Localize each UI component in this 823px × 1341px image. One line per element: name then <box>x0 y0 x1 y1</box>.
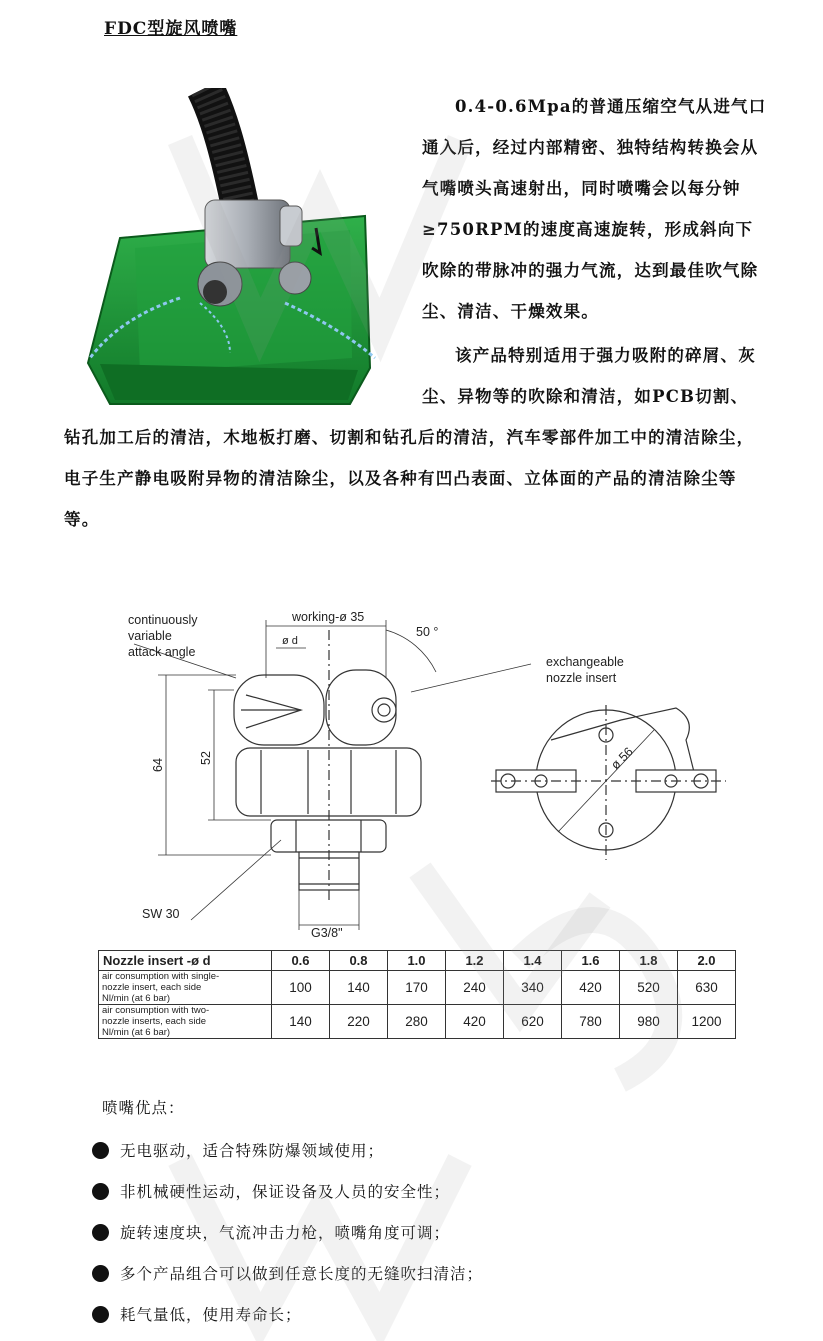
page-title: FDC型旋风喷嘴 <box>104 19 238 39</box>
list-item <box>92 1259 483 1300</box>
list-item-text: 旋转速度块，气流冲击力枪，喷嘴角度可调； <box>120 1224 451 1242</box>
table-size: 1.6 <box>562 951 620 971</box>
bullet-icon <box>92 1306 109 1323</box>
row-label-line: nozzle insert, each side <box>102 982 202 993</box>
intro-paragraph-1: 0.4-0.6Mpa的普通压缩空气从进气口通入后，经过内部精密、独特结构转换会从气嘴喷头高速射出，同时喷嘴会以每分钟≥750RPM的速度高速旋转，形成斜向下吹除的带脉冲的强力气流，达到最佳吹气除尘、清洁、干燥效果。 <box>422 97 767 321</box>
label-angle-50: 50 ° <box>416 625 439 639</box>
label-nozzle-dia: ø d <box>282 635 298 647</box>
label-angle-3: attack angle <box>128 645 196 659</box>
list-item-text: 耗气量低，使用寿命长； <box>120 1306 302 1324</box>
list-item <box>92 1300 483 1341</box>
list-item-text: 无电驱动，适合特殊防爆领域使用； <box>120 1142 385 1160</box>
table-cell: 170 <box>388 971 446 1005</box>
label-dia-56: ø 56 <box>608 744 636 773</box>
intro-paragraph-2-start: 该产品特别适用于强力吸附的碎屑、灰尘、异物等的吹除和清洁，如PCB切割、 <box>422 346 756 406</box>
row-label-line: air consumption with single- <box>102 971 220 982</box>
intro-paragraph-2-end: 钻孔加工后的清洁，木地板打磨、切割和钻孔后的清洁，汽车零部件加工中的清洁除尘，电子生产静电吸附异物的清洁除尘，以及各种有凹凸表面、立体面的产品的清洁除尘等等。 <box>64 428 755 529</box>
list-item-text: 非机械硬性运动，保证设备及人员的安全性； <box>120 1183 451 1201</box>
table-header-row <box>99 951 736 971</box>
label-working-dia: working-ø 35 <box>292 610 365 624</box>
table-cell: 980 <box>620 1005 678 1039</box>
bullet-icon <box>92 1142 109 1159</box>
label-sw30: SW 30 <box>142 907 180 921</box>
table-cell: 420 <box>446 1005 504 1039</box>
list-item <box>92 1218 483 1259</box>
advantages-title: 喷嘴优点： <box>102 1099 185 1117</box>
table-row <box>99 971 736 1005</box>
row-label-single <box>99 971 272 1005</box>
table-cell: 420 <box>562 971 620 1005</box>
table-row <box>99 1005 736 1039</box>
label-thread: G3/8" <box>311 926 343 940</box>
list-item-text: 多个产品组合可以做到任意长度的无缝吹扫清洁； <box>120 1265 484 1283</box>
table-cell: 340 <box>504 971 562 1005</box>
row-label-line: nozzle inserts, each side <box>102 1016 207 1027</box>
side-view <box>234 630 421 900</box>
table-header-label: Nozzle insert -ø d <box>99 951 272 971</box>
row-label-line: Nl/min (at 6 bar) <box>102 993 171 1004</box>
list-item <box>92 1177 483 1218</box>
label-height-64: 64 <box>151 758 165 772</box>
table-cell: 1200 <box>678 1005 736 1039</box>
top-view <box>491 705 726 860</box>
table-size: 1.2 <box>446 951 504 971</box>
table-cell: 220 <box>330 1005 388 1039</box>
bullet-icon <box>92 1265 109 1282</box>
table-size: 1.0 <box>388 951 446 971</box>
table-cell: 520 <box>620 971 678 1005</box>
technical-drawing <box>96 600 736 950</box>
table-cell: 620 <box>504 1005 562 1039</box>
row-label-line: Nl/min (at 6 bar) <box>102 1027 171 1038</box>
advantages-list <box>92 1136 483 1341</box>
table-size: 2.0 <box>678 951 736 971</box>
table-cell: 140 <box>272 1005 330 1039</box>
list-item <box>92 1136 483 1177</box>
air-consumption-table <box>98 950 736 1039</box>
table-cell: 240 <box>446 971 504 1005</box>
product-photo <box>80 88 380 410</box>
table-cell: 280 <box>388 1005 446 1039</box>
bullet-icon <box>92 1224 109 1241</box>
table-size: 0.6 <box>272 951 330 971</box>
label-angle-1: continuously <box>128 613 198 627</box>
label-angle-2: variable <box>128 629 172 643</box>
table-cell: 780 <box>562 1005 620 1039</box>
bullet-icon <box>92 1183 109 1200</box>
label-exchange-1: exchangeable <box>546 655 624 669</box>
table-size: 1.8 <box>620 951 678 971</box>
label-exchange-2: nozzle insert <box>546 671 617 685</box>
row-label-line: air consumption with two- <box>102 1005 210 1016</box>
table-size: 1.4 <box>504 951 562 971</box>
table-cell: 140 <box>330 971 388 1005</box>
table-cell: 100 <box>272 971 330 1005</box>
table-cell: 630 <box>678 971 736 1005</box>
row-label-double <box>99 1005 272 1039</box>
table-size: 0.8 <box>330 951 388 971</box>
label-height-52: 52 <box>199 751 213 765</box>
